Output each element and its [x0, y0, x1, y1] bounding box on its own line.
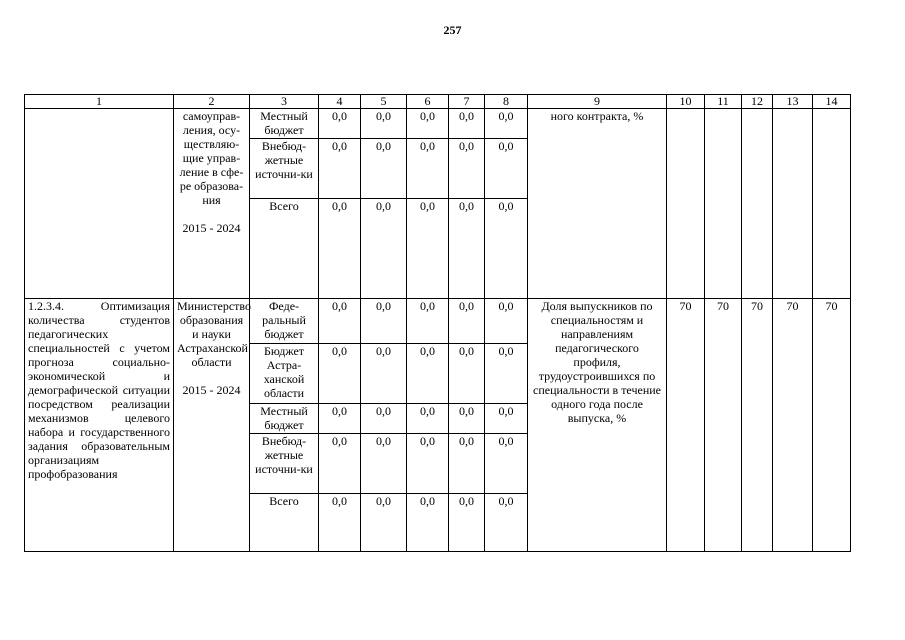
table-row — [25, 299, 851, 344]
funding-table — [24, 94, 851, 552]
period-text: 2015 - 2024 — [182, 221, 241, 235]
value-cell: 0,0 — [449, 139, 485, 199]
target-cell: 70 — [742, 299, 773, 552]
executor-line: щие управ- — [182, 151, 241, 165]
value-cell: 0,0 — [407, 494, 449, 552]
source-cell: Внебюд-жетные источни-ки — [250, 434, 319, 494]
indicator-cell: ного контракта, % — [528, 109, 667, 299]
value-cell: 0,0 — [319, 404, 361, 434]
value-cell: 0,0 — [485, 199, 528, 299]
header-cell: 12 — [742, 95, 773, 109]
target-cell — [773, 109, 813, 299]
header-cell: 10 — [667, 95, 705, 109]
value-cell: 0,0 — [407, 109, 449, 139]
value-cell: 0,0 — [449, 299, 485, 344]
header-cell: 13 — [773, 95, 813, 109]
target-cell — [813, 109, 851, 299]
source-cell: Всего — [250, 494, 319, 552]
value-cell: 0,0 — [361, 434, 407, 494]
header-cell: 7 — [449, 95, 485, 109]
value-cell: 0,0 — [361, 344, 407, 404]
header-cell: 9 — [528, 95, 667, 109]
value-cell: 0,0 — [361, 109, 407, 139]
source-cell: Феде-ральный бюджет — [250, 299, 319, 344]
source-cell: Бюджет Астра-ханской области — [250, 344, 319, 404]
value-cell: 0,0 — [407, 404, 449, 434]
executor-line: ре образова- — [179, 179, 244, 193]
value-cell: 0,0 — [361, 404, 407, 434]
executor-line: ния — [202, 193, 221, 207]
value-cell: 0,0 — [449, 109, 485, 139]
target-cell: 70 — [813, 299, 851, 552]
value-cell: 0,0 — [361, 299, 407, 344]
header-cell: 5 — [361, 95, 407, 109]
executor-line: самоуправ- — [182, 109, 241, 123]
source-cell: Местный бюджет — [250, 109, 319, 139]
value-cell: 0,0 — [319, 109, 361, 139]
value-cell: 0,0 — [449, 404, 485, 434]
target-cell: 70 — [773, 299, 813, 552]
value-cell: 0,0 — [319, 344, 361, 404]
executor-cell — [174, 109, 250, 299]
value-cell: 0,0 — [319, 139, 361, 199]
indicator-cell: Доля выпускников по специальностям и направлениям педагогического профиля, трудоустроившихся по специальности в течение одного года после выпуска, % — [528, 299, 667, 552]
header-row — [25, 95, 851, 109]
value-cell: 0,0 — [485, 404, 528, 434]
source-cell: Внебюд-жетные источни-ки — [250, 139, 319, 199]
value-cell: 0,0 — [361, 494, 407, 552]
value-cell: 0,0 — [361, 139, 407, 199]
value-cell: 0,0 — [319, 434, 361, 494]
executor-text: Министерство образования и науки Астраханской области — [177, 299, 251, 369]
value-cell: 0,0 — [319, 299, 361, 344]
executor-line: ществляю- — [183, 137, 240, 151]
value-cell: 0,0 — [449, 434, 485, 494]
table-row — [25, 109, 851, 139]
value-cell: 0,0 — [319, 494, 361, 552]
target-cell — [742, 109, 773, 299]
header-cell: 4 — [319, 95, 361, 109]
header-cell: 11 — [705, 95, 742, 109]
value-cell: 0,0 — [407, 139, 449, 199]
measure-cell — [25, 109, 174, 299]
source-cell: Всего — [250, 199, 319, 299]
executor-line: ление в сфе- — [179, 165, 244, 179]
value-cell: 0,0 — [485, 139, 528, 199]
value-cell: 0,0 — [449, 344, 485, 404]
executor-line: ления, осу- — [182, 123, 241, 137]
value-cell: 0,0 — [449, 199, 485, 299]
value-cell: 0,0 — [449, 494, 485, 552]
header-cell: 2 — [174, 95, 250, 109]
target-cell — [705, 109, 742, 299]
page-number: 257 — [443, 23, 462, 37]
executor-cell — [174, 299, 250, 552]
header-cell: 14 — [813, 95, 851, 109]
source-cell: Местный бюджет — [250, 404, 319, 434]
period-text: 2015 - 2024 — [182, 383, 241, 397]
target-cell: 70 — [705, 299, 742, 552]
value-cell: 0,0 — [485, 434, 528, 494]
value-cell: 0,0 — [485, 299, 528, 344]
target-cell — [667, 109, 705, 299]
value-cell: 0,0 — [407, 434, 449, 494]
value-cell: 0,0 — [361, 199, 407, 299]
value-cell: 0,0 — [485, 494, 528, 552]
target-cell: 70 — [667, 299, 705, 552]
value-cell: 0,0 — [407, 199, 449, 299]
value-cell: 0,0 — [485, 344, 528, 404]
header-cell: 3 — [250, 95, 319, 109]
value-cell: 0,0 — [407, 299, 449, 344]
value-cell: 0,0 — [407, 344, 449, 404]
header-cell: 8 — [485, 95, 528, 109]
header-cell: 1 — [25, 95, 174, 109]
value-cell: 0,0 — [485, 109, 528, 139]
value-cell: 0,0 — [319, 199, 361, 299]
measure-cell: 1.2.3.4. Оптимизация количества студентов педагогических специальностей с учетом прогноза социально-экономической и демографической ситуации посредством реализации механизмов целевого набора и государственного задания образовательным организациям профобразования — [25, 299, 174, 552]
header-cell: 6 — [407, 95, 449, 109]
